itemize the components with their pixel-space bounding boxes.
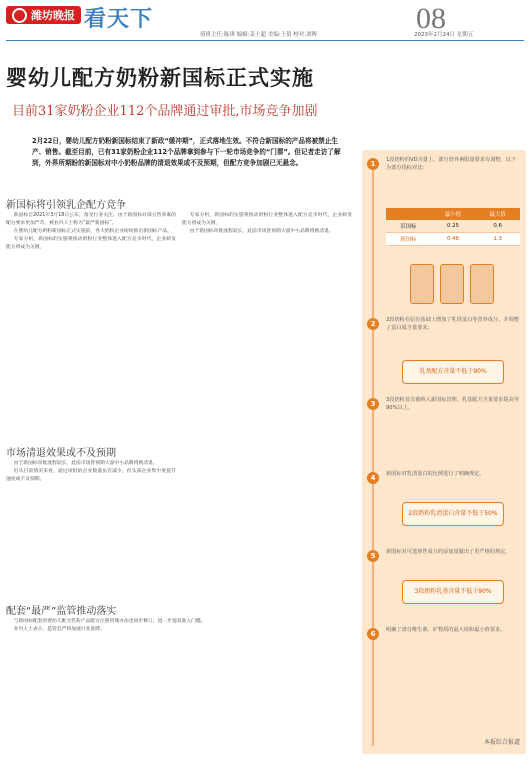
highlight-tag: 3段奶粉乳基含量不低于90% (402, 580, 504, 604)
source-credit: 本报综合报道 (483, 739, 520, 746)
sidebar-note: 3段奶粉首次被纳入新国标管理，乳基配方含量要求提高至90%以上。 (386, 397, 519, 411)
sidebar-note: 新国标对乳清蛋白的比例进行了明确规定。 (386, 471, 485, 477)
page-number: 08 (416, 2, 446, 35)
sidebar-note: 明确了部分维生素、矿物质的最大值和最小值要求。 (386, 627, 506, 633)
timeline-line (372, 158, 374, 746)
table-cell: 0.6 (475, 220, 520, 233)
paragraph: 由于新国标审批流程较长，此前市场曾预期大量中小品牌将被清退。 (189, 229, 334, 234)
article-column-right (182, 212, 352, 592)
paragraph: 与新国标配套的婴幼儿配方乳粉产品配方注册管理办法也同步修订，进一步提高准入门槛。 (13, 619, 206, 624)
lead-paragraph: 2月22日，婴幼儿配方奶粉新国标结束了新政“缓冲期”，正式落地生效。不符合新国标的产品将被禁止生产、销售。截至目前，已有31家奶粉企业112个品牌拿到参与下一轮市场竞争的“门票”。但记者走访了解到，外界所期盼的新国标对中小奶粉品牌的清退效果或不及预期，但配方竞争加剧已无悬念。 (32, 137, 341, 167)
editor-credits: 值班主任:陈琪 编辑:姜士超 美编:王倩 校对:刘晖 (200, 32, 318, 38)
table-row (386, 220, 520, 233)
table-cell: 旧国标 (386, 220, 431, 233)
infographic-sidebar (362, 150, 526, 754)
milk-can-icon (440, 264, 464, 304)
highlight-tag: 乳基配方含量不低于90% (402, 360, 504, 384)
step-number: 3 (367, 398, 379, 410)
paragraph: 专家分析，新国标的实施将推动奶粉行业整体进入配方竞争时代，企业研发能力将成为关键。 (182, 213, 352, 226)
table-header: 最小值 (431, 208, 476, 220)
article-column (6, 460, 176, 590)
sidebar-note: 新国标对可选择性成分的添加量做出了更严格的规定。 (386, 549, 511, 555)
paragraph: 专家分析，新国标的实施将推动奶粉行业整体进入配方竞争时代，企业研发能力将成为关键。 (6, 237, 176, 250)
logo-icon (12, 8, 27, 23)
step-number: 1 (367, 158, 379, 170)
article-column (6, 212, 176, 432)
milk-can-icon (410, 264, 434, 304)
article-column (6, 618, 352, 738)
paragraph: 新国标自2021年3月18日公布，备受行业关注。由于新国标对部分营养素的配方要求更加严苛，被业内人士称为“最严新国标”。 (6, 213, 176, 226)
table-cell: 0.25 (431, 220, 476, 233)
step-number: 5 (367, 550, 379, 562)
sidebar-note: 2段奶粉在原有基础上增加了乳铁蛋白等营养成分，并调整了蛋白质含量要求。 (386, 317, 519, 331)
sidebar-note: 1段奶粉的VD含量上，部分营养素限量要求有调整，以下为部分指标对比： (386, 157, 517, 171)
table-cell: 0.48 (431, 233, 476, 246)
issue-date: 2023年2月24日 星期五 (414, 32, 474, 38)
article-body (6, 190, 358, 750)
newspaper-logo (6, 6, 81, 24)
paragraph: 但从目前情况来看，通过审批的企业数量虽有减少，但头部企业集中度提升速度或不及预期。 (6, 469, 176, 482)
nutrient-table (386, 208, 520, 246)
section-title: 新国标将引领乳企配方竞争 (6, 200, 126, 211)
paragraph: 由于新国标审批流程较长，此前市场曾预期大量中小品牌将被清退。 (13, 461, 158, 466)
header-rule (6, 40, 524, 41)
headline: 婴幼儿配方奶粉新国标正式实施 (6, 66, 314, 90)
table-cell: 新国标 (386, 233, 431, 246)
table-cell: 1.3 (475, 233, 520, 246)
paragraph: 业内人士表示，监管趋严将加速行业洗牌。 (13, 627, 105, 632)
table-header (386, 208, 431, 220)
table-row (386, 233, 520, 246)
section-title: 市场清退效果或不及预期 (6, 448, 116, 459)
step-number: 6 (367, 628, 379, 640)
highlight-tag: 2段奶粉乳清蛋白含量不低于50% (402, 502, 504, 526)
section-name: 看天下 (84, 7, 154, 32)
paragraph: 在婴幼儿配方奶粉新国标正式实施前，各大奶粉企业纷纷推出新国标产品。 (13, 229, 172, 234)
milk-can-illustration (392, 258, 512, 304)
section-title: 配套“最严”监管推动落实 (6, 606, 117, 617)
table-header: 最大值 (475, 208, 520, 220)
paper-name: 潍坊晚报 (31, 9, 75, 22)
subheadline: 目前31家奶粉企业112个品牌通过审批,市场竞争加剧 (12, 104, 318, 119)
page-header (0, 0, 530, 44)
milk-can-icon (470, 264, 494, 304)
step-number: 4 (367, 472, 379, 484)
step-number: 2 (367, 318, 379, 330)
table-header-row (386, 208, 520, 220)
